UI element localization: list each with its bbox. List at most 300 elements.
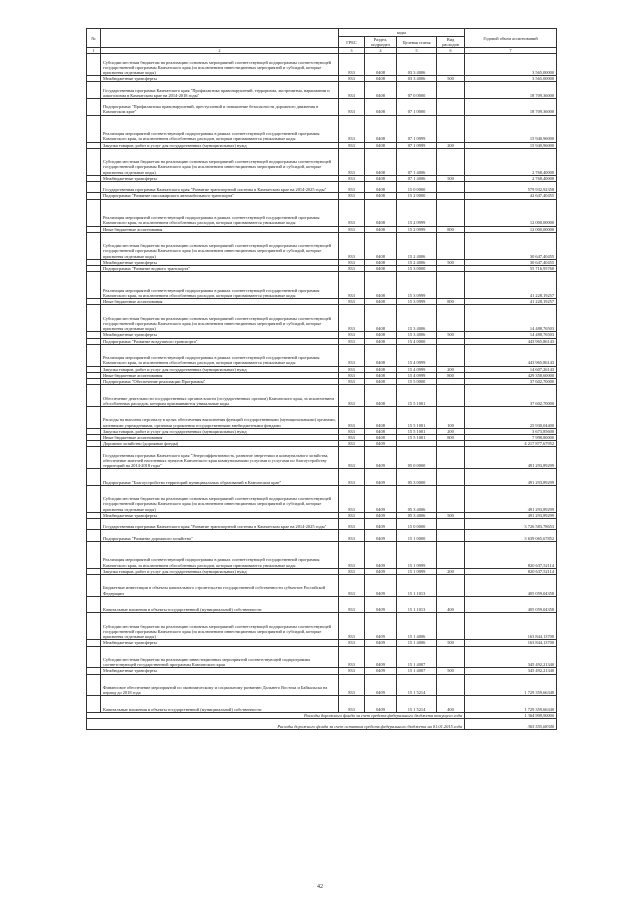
row-section: 0409 [365, 596, 397, 613]
table-row [87, 575, 557, 597]
row-amount: 3 565,00000 [465, 76, 557, 82]
row-section: 0408 [365, 82, 397, 99]
row-target: 15 2 0000 [397, 193, 437, 199]
header-grbs: ГРБС [339, 37, 365, 48]
row-grbs: 833 [339, 175, 365, 181]
row-target: 15 4 0999 [397, 344, 437, 366]
row-section: 0409 [365, 613, 397, 640]
row-number [87, 407, 101, 429]
row-target: 15 5 1001 [397, 435, 437, 441]
row-name: Подпрограмма "Благоустройство территорий муниципальных образований в Камчатском крае" [101, 469, 339, 486]
row-amount: 163 844,13700 [465, 640, 557, 646]
row-amount: 2 768,40000 [465, 148, 557, 175]
row-grbs: 833 [339, 299, 365, 305]
row-amount: 3 673,85600 [465, 428, 557, 434]
row-section: 0408 [365, 379, 397, 385]
row-target: 15 1 5214 [397, 674, 437, 696]
row-name: Подпрограмма "Развитие дорожного хозяйства" [101, 530, 339, 541]
row-name: Субсидии местным бюджетам на реализацию основных мероприятий соответствующей подпрограммы соответствующей государственной программы Камчатского края (за исключением инвестиционных мероприятий и субсидий, которые присвоены отдельные коды) [101, 485, 339, 512]
row-target: 15 5 1001 [397, 407, 437, 429]
row-type [437, 646, 465, 668]
row-number [87, 99, 101, 116]
row-target: 15 4 0000 [397, 338, 437, 344]
row-target: 15 1 0999 [397, 541, 437, 568]
row-grbs: 833 [339, 428, 365, 434]
row-target: 15 2 0999 [397, 199, 437, 226]
row-grbs: 833 [339, 469, 365, 486]
row-type [437, 674, 465, 696]
row-name: Государственная программа Камчатского края "Развитие транспортной системы в Камчатском крае на 2014-2025 годы" [101, 182, 339, 193]
row-target: 05 3 0000 [397, 469, 437, 486]
row-name: Государственная программа Камчатского края "Энергоэффективность, развитие энергетики и коммунального хозяйства, обеспечение жителей населенных пунктов Камчатского края коммунальными услугами и услугами по благоустройству территорий на 2014-2018 годы" [101, 447, 339, 469]
row-name: Субсидии местным бюджетам на реализацию основных мероприятий соответствующей подпрограммы соответствующей государственной программы Камчатского края (за исключением инвестиционных мероприятий и субсидий, которые присвоены отдельные коды) [101, 148, 339, 175]
row-grbs: 833 [339, 530, 365, 541]
row-number [87, 541, 101, 568]
table-row [87, 407, 557, 429]
row-amount: 30 647,40455 [465, 232, 557, 259]
table-row [87, 232, 557, 259]
table-row [87, 54, 557, 76]
table-row [87, 596, 557, 613]
row-target: 15 3 4006 [397, 332, 437, 338]
row-name: Межбюджетные трансферты [101, 175, 339, 181]
row-amount: 429 358,60000 [465, 372, 557, 378]
row-section: 0409 [365, 469, 397, 486]
row-grbs: 833 [339, 568, 365, 574]
footer-row [87, 719, 557, 730]
row-name: Реализация мероприятий соответствующей подпрограммы в рамках соответствующей государственной программы Камчатского края, за исключением обособленных расходов, которым присваиваются уникальные коды [101, 272, 339, 299]
row-grbs: 833 [339, 674, 365, 696]
row-type: 400 [437, 696, 465, 713]
row-section: 0409 [365, 441, 397, 447]
table-row [87, 485, 557, 512]
row-name: Подпрограмма "Развитие пассажирского автомобильного транспорта" [101, 193, 339, 199]
row-section: 0408 [365, 305, 397, 332]
row-grbs: 833 [339, 99, 365, 116]
row-grbs: 833 [339, 76, 365, 82]
row-amount: 491 293,89299 [465, 469, 557, 486]
row-number [87, 613, 101, 640]
row-name: Реализация мероприятий соответствующей подпрограммы в рамках соответствующей государственной программы Камчатского края, за исключением обособленных расходов, которым присваиваются уникальные коды [101, 199, 339, 226]
row-amount: 579 932,92358 [465, 182, 557, 193]
table-row [87, 115, 557, 142]
row-target: 07 1 0999 [397, 115, 437, 142]
row-target: 15 4 0999 [397, 372, 437, 378]
row-type: 800 [437, 226, 465, 232]
row-name: Бюджетные инвестиции в объекты капитального строительства государственной собственности субъектов Российской Федерации [101, 575, 339, 597]
row-name: Капитальные вложения в объекты государственной (муниципальной) собственности [101, 596, 339, 613]
row-name: Межбюджетные трансферты [101, 668, 339, 674]
row-number [87, 344, 101, 366]
row-target: 07 1 4006 [397, 148, 437, 175]
row-amount: 3 639 065,67852 [465, 530, 557, 541]
row-target: 15 5 1001 [397, 385, 437, 407]
row-target: 15 2 4006 [397, 259, 437, 265]
row-amount: 491 293,89299 [465, 512, 557, 518]
header-name-blank [101, 29, 339, 48]
row-type [437, 82, 465, 99]
row-number [87, 530, 101, 541]
row-number [87, 232, 101, 259]
row-target: 15 1 1013 [397, 596, 437, 613]
row-name: Субсидии местным бюджетам на реализацию основных мероприятий соответствующей подпрограммы соответствующей государственной программы Камчатского края (за исключением инвестиционных мероприятий и субсидий, которые присвоены отдельные коды) [101, 232, 339, 259]
row-grbs: 833 [339, 232, 365, 259]
row-name: Подпрограмма "Профилактика правонарушений, преступлений и повышение безопасности дорожного движения в Камчатском крае" [101, 99, 339, 116]
header-amount: Годовой объем ассигнований [465, 29, 557, 48]
row-name: Подпрограмма "Развитие водного транспорта" [101, 266, 339, 272]
table-row [87, 613, 557, 640]
row-section: 0409 [365, 447, 397, 469]
row-name: Межбюджетные трансферты [101, 259, 339, 265]
row-section: 0408 [365, 272, 397, 299]
row-target: 15 1 4007 [397, 668, 437, 674]
row-amount: 820 637,52114 [465, 568, 557, 574]
header-codes: коды [339, 29, 465, 37]
row-name: Межбюджетные трансферты [101, 76, 339, 82]
row-type [437, 613, 465, 640]
header-num: 2 [101, 48, 339, 54]
row-name: Финансовое обеспечение мероприятий по экономическому и социальному развитию Дальнего Востока и Байкальска на период до 2018 года [101, 674, 339, 696]
row-type: 500 [437, 640, 465, 646]
header-num: 3 [339, 48, 365, 54]
row-type [437, 148, 465, 175]
row-section: 0408 [365, 226, 397, 232]
row-type [437, 182, 465, 193]
row-target: 15 1 0999 [397, 568, 437, 574]
row-amount: 345 492,21340 [465, 668, 557, 674]
row-grbs: 833 [339, 646, 365, 668]
row-type: 400 [437, 596, 465, 613]
row-name: Капитальные вложения в объекты государственной (муниципальной) собственности [101, 696, 339, 713]
budget-table [86, 28, 557, 730]
table-row [87, 272, 557, 299]
row-target: 15 0 0000 [397, 182, 437, 193]
row-amount: 14 488,76503 [465, 305, 557, 332]
row-amount: 491 293,89299 [465, 447, 557, 469]
row-type: 500 [437, 76, 465, 82]
row-grbs: 833 [339, 668, 365, 674]
row-grbs: 833 [339, 182, 365, 193]
row-section: 0409 [365, 512, 397, 518]
row-section: 0408 [365, 366, 397, 372]
row-amount: 7 998,80000 [465, 435, 557, 441]
row-type: 200 [437, 428, 465, 434]
row-amount: 37 602,70000 [465, 379, 557, 385]
header-num: 4 [365, 48, 397, 54]
row-target: 15 1 4006 [397, 640, 437, 646]
row-amount: 1 729 359,66340 [465, 674, 557, 696]
row-target: 15 2 4006 [397, 232, 437, 259]
table-row [87, 530, 557, 541]
row-section: 0408 [365, 182, 397, 193]
table-row [87, 199, 557, 226]
table-row [87, 344, 557, 366]
row-amount: 3 726 583,78653 [465, 519, 557, 530]
row-grbs: 833 [339, 385, 365, 407]
row-number [87, 696, 101, 713]
row-target: 07 0 0000 [397, 82, 437, 99]
row-target: 03 3 4006 [397, 54, 437, 76]
row-amount: 55 716,95760 [465, 266, 557, 272]
row-grbs: 833 [339, 512, 365, 518]
row-amount: 14 607,26143 [465, 366, 557, 372]
row-grbs: 833 [339, 226, 365, 232]
table-body [87, 54, 557, 713]
row-target: 07 1 0999 [397, 142, 437, 148]
row-name: Иные бюджетные ассигнования [101, 299, 339, 305]
row-amount: 405 059,04358 [465, 596, 557, 613]
row-name: Закупка товаров, работ и услуг для государственных (муниципальных) нужд [101, 428, 339, 434]
row-grbs: 833 [339, 82, 365, 99]
row-grbs: 833 [339, 115, 365, 142]
row-grbs: 833 [339, 199, 365, 226]
row-section: 0408 [365, 142, 397, 148]
table-row [87, 99, 557, 116]
row-grbs: 833 [339, 272, 365, 299]
row-name: Дорожное хозяйство (дорожные фонды) [101, 441, 339, 447]
row-type [437, 519, 465, 530]
budget-table-page [86, 28, 556, 730]
row-section: 0408 [365, 266, 397, 272]
row-grbs: 833 [339, 575, 365, 597]
row-type [437, 272, 465, 299]
table-row [87, 674, 557, 696]
row-section: 0408 [365, 115, 397, 142]
table-row [87, 82, 557, 99]
row-section: 0409 [365, 646, 397, 668]
row-amount: 12 000,00000 [465, 226, 557, 232]
row-name: Межбюджетные трансферты [101, 512, 339, 518]
row-grbs: 833 [339, 148, 365, 175]
row-type: 800 [437, 299, 465, 305]
row-section: 0408 [365, 175, 397, 181]
row-section: 0408 [365, 435, 397, 441]
row-type [437, 305, 465, 332]
row-section: 0409 [365, 674, 397, 696]
row-grbs: 833 [339, 696, 365, 713]
row-name: Иные бюджетные ассигнования [101, 226, 339, 232]
row-section: 0408 [365, 193, 397, 199]
row-amount: 15 940,96000 [465, 142, 557, 148]
header-target: Целевая статья [397, 37, 437, 48]
row-grbs: 833 [339, 596, 365, 613]
row-name: Иные бюджетные ассигнования [101, 435, 339, 441]
row-section: 0409 [365, 696, 397, 713]
table-footer [87, 712, 557, 729]
row-amount: 25 930,04400 [465, 407, 557, 429]
row-type [437, 485, 465, 512]
row-section: 0408 [365, 332, 397, 338]
row-number [87, 596, 101, 613]
row-amount: 4 217 877,67952 [465, 441, 557, 447]
row-target: 15 5 0000 [397, 379, 437, 385]
row-type: 500 [437, 259, 465, 265]
table-row [87, 182, 557, 193]
row-number [87, 148, 101, 175]
header-type: Вид расходов [437, 37, 465, 48]
row-amount: 42 647,40455 [465, 193, 557, 199]
row-type: 200 [437, 366, 465, 372]
table-row [87, 385, 557, 407]
row-amount: 14 488,76503 [465, 332, 557, 338]
row-amount: 37 602,70000 [465, 385, 557, 407]
table-row [87, 646, 557, 668]
row-amount: 443 965,86143 [465, 344, 557, 366]
row-name: Субсидии местным бюджетам на реализацию основных мероприятий соответствующей подпрограммы соответствующей государственной программы Камчатского края (за исключением инвестиционных мероприятий и субсидий, которые присвоены отдельные коды) [101, 54, 339, 76]
row-type [437, 469, 465, 486]
row-amount: 163 844,13700 [465, 613, 557, 640]
row-grbs: 833 [339, 485, 365, 512]
row-target: 15 1 0000 [397, 530, 437, 541]
row-target: 15 1 4007 [397, 646, 437, 668]
row-type: 800 [437, 372, 465, 378]
row-amount: 18 709,36000 [465, 82, 557, 99]
row-number [87, 305, 101, 332]
row-section: 0409 [365, 541, 397, 568]
row-amount: 30 647,40455 [465, 259, 557, 265]
row-number [87, 385, 101, 407]
page-number: 42 [317, 884, 323, 890]
row-section: 0408 [365, 299, 397, 305]
row-number [87, 447, 101, 469]
row-type [437, 99, 465, 116]
row-name: Подпрограмма "Обеспечение реализации Программы" [101, 379, 339, 385]
table-row [87, 519, 557, 530]
row-grbs: 833 [339, 447, 365, 469]
row-section: 0409 [365, 530, 397, 541]
row-target: 15 3 0000 [397, 266, 437, 272]
row-type [437, 115, 465, 142]
row-section: 0408 [365, 199, 397, 226]
row-type: 500 [437, 332, 465, 338]
table-row [87, 469, 557, 486]
table-row [87, 696, 557, 713]
row-type [437, 385, 465, 407]
row-name: Подпрограмма "Развитие воздушного транспорта" [101, 338, 339, 344]
header-section: Раздел, подраздел [365, 37, 397, 48]
footer-label: Расходы дорожного фонда за счет средств федерального бюджета текущего года [87, 712, 465, 718]
row-amount: 345 492,21340 [465, 646, 557, 668]
row-type [437, 199, 465, 226]
row-amount: 405 059,04358 [465, 575, 557, 597]
row-amount: 820 637,52114 [465, 541, 557, 568]
header-num: 1 [87, 48, 101, 54]
row-type [437, 54, 465, 76]
row-number [87, 54, 101, 76]
row-grbs: 833 [339, 613, 365, 640]
row-name: Обеспечение деятельности государственных органов власти (государственных органов) Камчатского края, за исключением обособленных расходов, которым присваиваются уникальные коды [101, 385, 339, 407]
row-section: 0408 [365, 232, 397, 259]
row-grbs: 833 [339, 372, 365, 378]
row-section: 0408 [365, 338, 397, 344]
row-target: 15 4 0999 [397, 366, 437, 372]
row-grbs: 833 [339, 344, 365, 366]
row-grbs: 833 [339, 379, 365, 385]
row-amount: 18 709,36000 [465, 99, 557, 116]
row-name: Субсидии местным бюджетам на реализацию основных мероприятий соответствующей подпрограммы соответствующей государственной программы Камчатского края (за исключением инвестиционных мероприятий и субсидий, которые присвоены отдельные коды) [101, 305, 339, 332]
header-num: 5 [397, 48, 437, 54]
row-amount: 15 940,96000 [465, 115, 557, 142]
row-section: 0408 [365, 428, 397, 434]
row-grbs: 833 [339, 519, 365, 530]
footer-label: Расходы дорожного фонда за счет остатков средств федерального бюджета на 01.01.2015 года [87, 719, 465, 730]
row-type: 800 [437, 435, 465, 441]
row-target: 05 3 4006 [397, 485, 437, 512]
row-target: 07 1 0000 [397, 99, 437, 116]
row-section: 0408 [365, 54, 397, 76]
row-name: Закупка товаров, работ и услуг для государственных (муниципальных) нужд [101, 366, 339, 372]
row-type: 100 [437, 407, 465, 429]
row-type [437, 541, 465, 568]
row-type [437, 232, 465, 259]
table-row [87, 541, 557, 568]
row-number [87, 182, 101, 193]
row-name: Межбюджетные трансферты [101, 332, 339, 338]
row-number [87, 575, 101, 597]
row-section: 0408 [365, 148, 397, 175]
row-target: 15 3 0999 [397, 272, 437, 299]
row-grbs: 833 [339, 193, 365, 199]
row-name: Иные бюджетные ассигнования [101, 372, 339, 378]
row-target: 15 0 0000 [397, 519, 437, 530]
header-num: 7 [465, 48, 557, 54]
row-grbs: 833 [339, 441, 365, 447]
row-section: 0408 [365, 344, 397, 366]
row-number [87, 674, 101, 696]
row-target: 15 3 4006 [397, 305, 437, 332]
row-grbs: 833 [339, 305, 365, 332]
row-type: 500 [437, 175, 465, 181]
row-amount: 12 000,00000 [465, 199, 557, 226]
row-target: 15 1 4006 [397, 613, 437, 640]
row-section: 0408 [365, 407, 397, 429]
row-name: Реализация мероприятий соответствующей подпрограммы в рамках соответствующей государственной программы Камчатского края, за исключением обособленных расходов, которым присваиваются уникальные коды [101, 344, 339, 366]
row-section: 0408 [365, 259, 397, 265]
row-grbs: 833 [339, 332, 365, 338]
row-name: Закупка товаров, работ и услуг для государственных (муниципальных) нужд [101, 142, 339, 148]
row-number [87, 115, 101, 142]
row-amount: 443 965,86143 [465, 338, 557, 344]
row-number [87, 199, 101, 226]
row-number [87, 646, 101, 668]
row-name: Государственная программа Камчатского края "Профилактика правонарушений, терроризма, экстремизма, наркомании и алкоголизма в Камчатском крае на 2014-2018 годы" [101, 82, 339, 99]
row-name: Расходы на выплаты персоналу в целях обеспечения выполнения функций государственными (муниципальными) органами, казенными учреждениями, органами управления государственными внебюджетными фондами [101, 407, 339, 429]
row-grbs: 833 [339, 266, 365, 272]
row-number [87, 272, 101, 299]
row-type [437, 344, 465, 366]
row-grbs: 833 [339, 640, 365, 646]
row-target: 15 1 1013 [397, 575, 437, 597]
row-section: 0409 [365, 668, 397, 674]
row-name: Субсидии местным бюджетам на реализацию инвестиционных мероприятий соответствующей подпрограммы соответствующей государственной программы Камчатского края [101, 646, 339, 668]
row-amount: 491 293,89299 [465, 485, 557, 512]
row-grbs: 833 [339, 54, 365, 76]
row-number [87, 485, 101, 512]
row-grbs: 833 [339, 366, 365, 372]
row-name: Реализация мероприятий соответствующей подпрограммы в рамках соответствующей государственной программы Камчатского края, за исключением обособленных расходов, которым присваиваются уникальные коды [101, 541, 339, 568]
row-grbs: 833 [339, 338, 365, 344]
row-section: 0409 [365, 485, 397, 512]
row-target: 15 2 0999 [397, 226, 437, 232]
row-target: 05 3 4006 [397, 512, 437, 518]
row-name: Государственная программа Камчатского края "Развитие транспортной системы в Камчатском крае на 2014-2025 годы" [101, 519, 339, 530]
row-name: Субсидии местным бюджетам на реализацию основных мероприятий соответствующей подпрограммы соответствующей государственной программы Камчатского края (за исключением инвестиционных мероприятий и субсидий, которые присвоены отдельные коды) [101, 613, 339, 640]
row-grbs: 833 [339, 435, 365, 441]
row-type: 200 [437, 568, 465, 574]
row-target: 05 0 0000 [397, 447, 437, 469]
table-row [87, 148, 557, 175]
row-number [87, 82, 101, 99]
